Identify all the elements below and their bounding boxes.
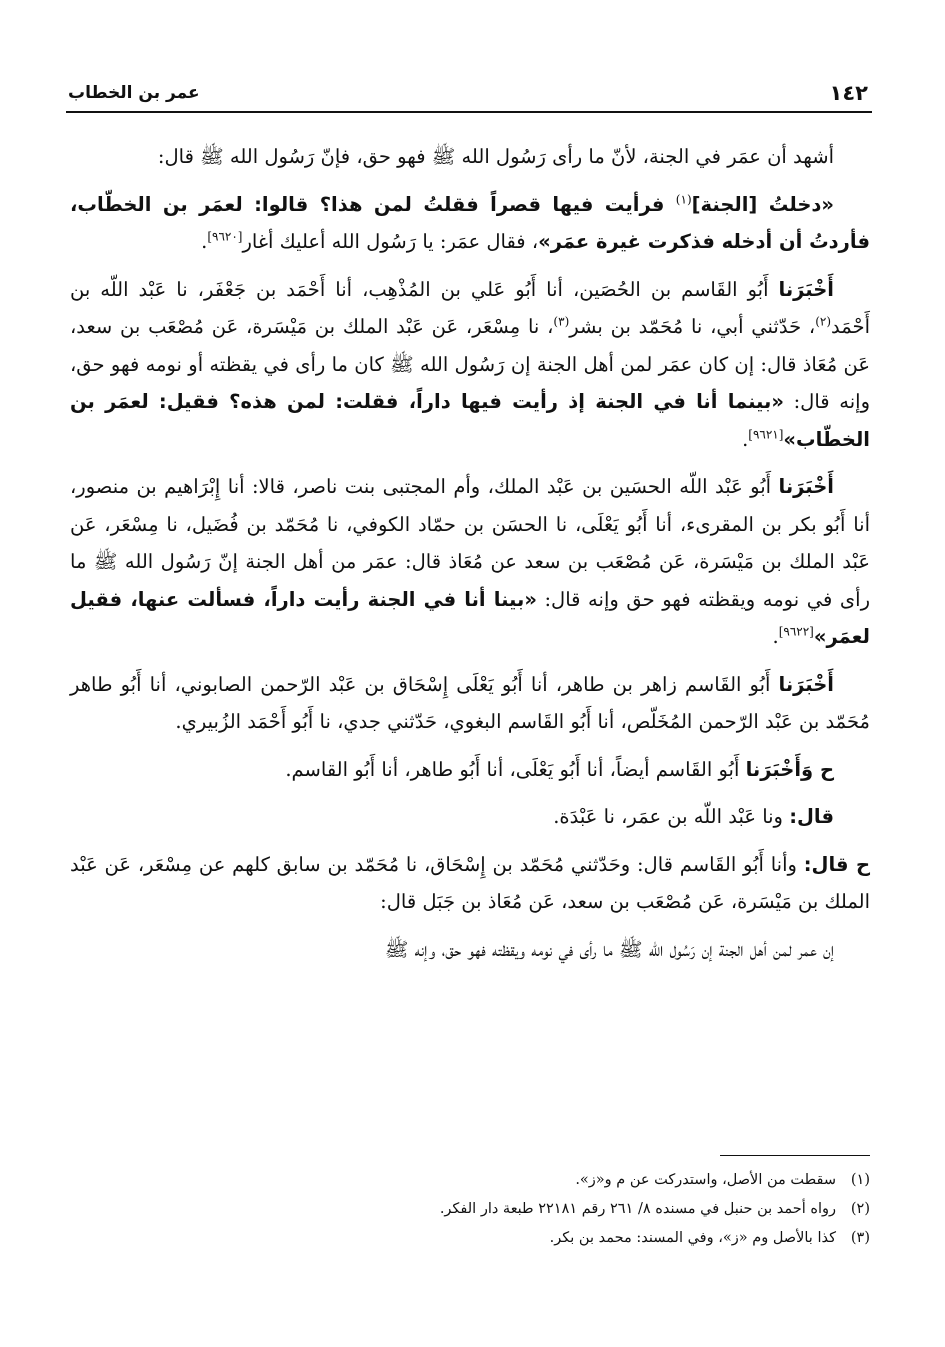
footnote-rule	[720, 1155, 870, 1156]
paragraph-2	[70, 186, 870, 261]
hadith-quote: «بينا أنا في الجنة رأيت داراً، فسألت عنها، فقيل لعمَر»	[70, 587, 870, 648]
footnote-ref-2: (٢)	[815, 314, 832, 329]
hadith-quote-cont: فرأيت فيها قصراً فقلتُ لمن هذا؟ قالوا: لعمَر بن الخطّاب، فأردتُ أن أدخله فذكرت غيرة عمَر»	[70, 192, 870, 253]
paragraph-text: إن عمر لمن أهل الجنة إن رَسُول الله ﷺ ما رأى في نومه ويقظته فهو حق، وإنه ﷺ	[384, 937, 834, 961]
paragraph-end: .	[201, 230, 208, 253]
paragraph-text: ، نا مِسْعَر، عَن عَبْد الملك بن مَيْسَرة، عَن مُصْعَب بن سعد، عَن مُعَاذ قال: إن كان عمَر لمن أهل الجنة إن رَسُول الله ﷺ كان ما رأى في يقظته أو نومه فهو حق، وإنه قال:	[70, 315, 870, 413]
footnote-3	[70, 1224, 870, 1253]
footnote-2	[70, 1195, 870, 1224]
running-title: عمر بن الخطاب	[68, 83, 200, 103]
hadith-quote: «دخلتُ [الجنة]	[691, 192, 835, 216]
paragraph-text: أَبُو عَبْد اللّه الحسَين بن عَبْد الملك، وأم المجتبى بنت ناصر، قالا: أنا إِبْرَاهيم بن منصور، أنا أَبُو بكر بن المقرىء، أنا أَبُو يَعْلَى، نا الحسَن بن حمّاد الكوفي، نا مُحَمّد بن فُضَيل، نا مِسْعَر، عَن عَبْد الملك بن مَيْسَرة، عَن مُصْعَب بن سعد عن مُعَاذ قال: عمَر من أهل الجنة إنّ رَسُول الله ﷺ ما رأى في نومه ويقظته فهو حق وإنه قال:	[70, 475, 870, 611]
main-text	[70, 138, 870, 978]
paragraph-text: ، حَدّثني أبي، نا مُحَمّد بن بشر	[569, 315, 816, 338]
isnad-lead: أَخْبَرَنا	[778, 277, 834, 301]
paragraph-text: أَبُو القَاسم أيضاً، أنا أَبُو يَعْلَى، أنا أَبُو طاهر، أنا أَبُو القاسم.	[285, 757, 746, 781]
footnote-text: رواه أحمد بن حنبل في مسنده ٨/ ٢٦١ رقم ٢٢١٨١ طبعة دار الفكر.	[439, 1201, 836, 1217]
paragraph-6	[70, 751, 870, 789]
paragraph-1	[70, 138, 870, 176]
isnad-lead: أَخْبَرَنا	[778, 672, 834, 696]
hadith-quote: «بينما أنا في الجنة إذ رأيت فيها داراً، فقلت: لمن هذه؟ فقيل: لعمَر بن الخطّاب»	[70, 390, 870, 451]
isnad-lead: ح وَأَخْبَرَنا	[745, 757, 834, 781]
footnote-ref-3: (٣)	[553, 314, 570, 329]
paragraph-end: .	[772, 625, 779, 648]
isnad-lead: قال:	[789, 805, 834, 828]
footnote-text: كذا بالأصل وم «ز»، وفي المسند: محمد بن بكر.	[549, 1230, 836, 1246]
hadith-number: [٩٦٢٠]	[207, 229, 243, 244]
footnotes	[70, 1166, 870, 1253]
page-number: ١٤٢	[829, 81, 868, 105]
paragraph-text: ونا عَبْد اللّه بن عمَر، نا عَبْدَة.	[553, 805, 790, 828]
header-rule	[66, 111, 872, 113]
isnad-lead: أَخْبَرَنا	[778, 475, 834, 498]
paragraph-text: ، فقال عمَر: يا رَسُول الله أعليك أغار	[242, 230, 539, 253]
isnad-lead: ح قال:	[803, 852, 870, 876]
paragraph-text: أَبُو القَاسم زاهر بن طاهر، أنا أَبُو يَعْلَى إِسْحَاق بن عَبْد الرّحمن الصابوني، أنا أَبُو طاهر مُحَمّد بن عَبْد الرّحمن المُخَلّص، أنا أَبُو القَاسم البغوي، حَدّثني جدي، نا أَبُو أَحْمَد الزُبيري.	[70, 672, 870, 733]
footnote-mark: (١)	[850, 1172, 870, 1188]
paragraph-text: أَبُو القَاسم بن الحُصَين، أنا أَبُو عَلي بن المُذْهِب، أنا أَحْمَد بن جَعْفَر، نا عَبْد اللّه بن أَحْمَد	[70, 277, 870, 338]
paragraph-7	[70, 798, 870, 836]
paragraph-3	[70, 271, 870, 459]
footnote-ref-1: (١)	[675, 192, 692, 206]
paragraph-8	[70, 846, 870, 921]
paragraph-text: وأنا أَبُو القَاسم قال: وحَدّثني مُحَمّد بن إِسْحَاق، نا مُحَمّد بن سابق كلهم عن مِسْعَر، عَن عَبْد الملك بن مَيْسَرة، عَن مُصْعَب بن سعد، عَن مُعَاذ بن جَبَل قال:	[70, 852, 870, 913]
footnote-text: سقطت من الأصل، واستدركت عن م و«ز».	[575, 1172, 836, 1188]
paragraph-4	[70, 468, 870, 656]
paragraph-end: .	[742, 427, 749, 451]
footnote-1	[70, 1166, 870, 1195]
paragraph-5	[70, 666, 870, 741]
paragraph-9	[70, 931, 870, 969]
hadith-number: [٩٦٢١]	[748, 427, 784, 441]
paragraph-text: أشهد أن عمَر في الجنة، لأنّ ما رأى رَسُول الله ﷺ فهو حق، فإنّ رَسُول الله ﷺ قال:	[157, 145, 834, 168]
footnote-mark: (٢)	[850, 1201, 870, 1217]
running-header	[68, 78, 868, 108]
footnote-mark: (٣)	[850, 1230, 870, 1246]
hadith-number: [٩٦٢٢]	[778, 624, 814, 639]
